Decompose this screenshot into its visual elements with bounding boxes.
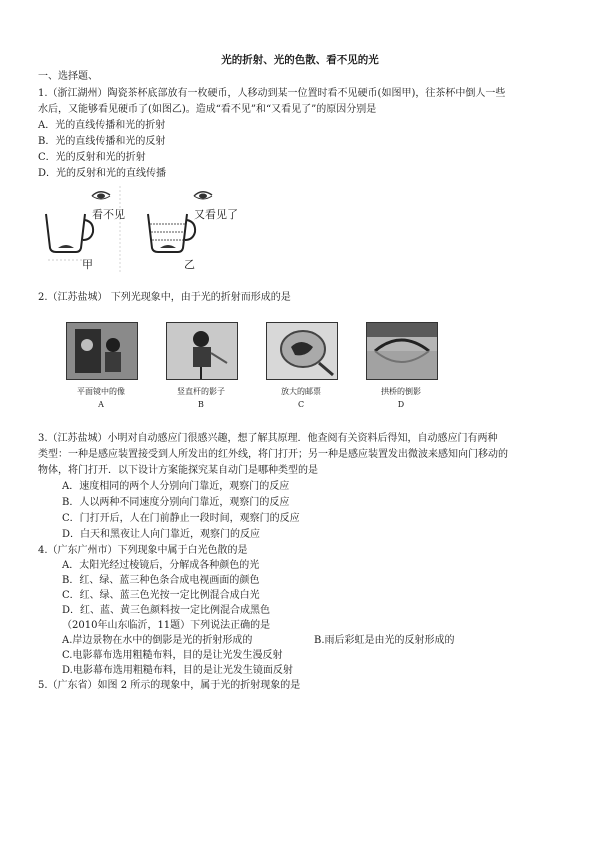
q1-stem-line1: 1.（浙江湖州）陶瓷茶杯底部放有一枚硬币，人移动到某一位置时看不见硬币(如图甲)，往茶杯中倒人一些 <box>38 88 506 99</box>
photo-rod-shadow <box>166 322 238 380</box>
page-title: 光的折射、光的色散、看不见的光 <box>221 54 379 66</box>
eye-icon-right <box>194 192 212 199</box>
letter-b: B <box>198 400 204 409</box>
q5-option-c: C.电影幕布选用粗糙布料，目的是让光发生漫反射 <box>62 650 283 661</box>
q5-option-a: A.岸边景物在水中的倒影是光的折射形成的 <box>62 635 253 646</box>
q2-photo-row <box>66 322 466 414</box>
q1-stem-line2: 水后，又能够看见硬币了(如图乙)。造成“看不见”和“又看见了”的原因分别是 <box>38 104 377 115</box>
eye-icon-left <box>92 192 110 199</box>
q3-stem-line1: 3.（江苏盐城）小明对自动感应门很感兴趣，想了解其原理．他查阅有关资料后得知，自动感应门有两种 <box>38 433 498 444</box>
q3-option-a: A．速度相同的两个人分别向门靠近，观察门的反应 <box>62 481 290 492</box>
q2-stem: 2.（江苏盐城） 下列光现象中，由于光的折射而形成的是 <box>38 292 291 303</box>
letter-a: A <box>98 400 104 409</box>
q1-label-seen-again: 又看见了 <box>194 208 238 221</box>
q4-option-b: B．红、绿、蓝三种色条合成电视画面的颜色 <box>62 575 260 586</box>
q5-option-d: D.电影幕布选用粗糙布料，目的是让光发生镜面反射 <box>62 665 293 676</box>
photo-magnified-stamp <box>266 322 338 380</box>
q1-caption-yi: 乙 <box>184 258 195 271</box>
letter-d: D <box>397 400 405 409</box>
caption-c: 放大的邮票 <box>281 387 321 396</box>
q5-option-b: B.雨后彩虹是由光的反射形成的 <box>314 635 455 646</box>
q3-option-d: D．白天和黑夜让人向门靠近，观察门的反应 <box>62 529 261 540</box>
q3-stem-line2: 类型：一种是感应装置接受到人所发出的红外线，将门打开；另一种是感应装置发出微波来感知向门移动的 <box>38 449 508 460</box>
q1-option-b: B．光的直线传播和光的反射 <box>38 136 166 147</box>
q4-option-a: A．太阳光经过棱镜后，分解成各种颜色的光 <box>62 560 260 571</box>
photo-bridge-reflection <box>366 322 438 380</box>
q6-stem: 5.（广东省）如图 2 所示的现象中，属于光的折射现象的是 <box>38 680 301 691</box>
caption-b: 竖直杆的影子 <box>177 387 225 396</box>
q1-label-unseen: 看不见 <box>92 208 125 221</box>
q5-stem: （2010年山东临沂，11题）下列说法正确的是 <box>62 620 271 631</box>
q1-option-c: C．光的反射和光的折射 <box>38 152 146 163</box>
section-heading: 一、选择题、 <box>38 71 98 82</box>
cup-right <box>148 214 195 252</box>
q4-stem: 4.（广东广州市）下列现象中属于白光色散的是 <box>38 545 248 556</box>
photo-mirror-image <box>66 322 138 380</box>
q1-caption-jia: 甲 <box>82 258 93 271</box>
q4-option-d: D．红、蓝、黄三色颜料按一定比例混合成黑色 <box>62 605 271 616</box>
cup-left <box>46 214 93 260</box>
q1-option-d: D．光的反射和光的直线传播 <box>38 168 167 179</box>
q3-stem-line3: 物体，将门打开．以下设计方案能探究某自动门是哪种类型的是 <box>38 465 318 476</box>
q1-figure <box>38 186 238 272</box>
q3-option-b: B．人以两种不同速度分别向门靠近，观察门的反应 <box>62 497 290 508</box>
caption-d: 拱桥的倒影 <box>381 387 421 396</box>
q4-option-c: C．红、绿、蓝三色光按一定比例混合成白光 <box>62 590 260 601</box>
q3-option-c: C．门打开后，人在门前静止一段时间，观察门的反应 <box>62 513 300 524</box>
letter-c: C <box>297 400 305 409</box>
caption-a: 平面镜中的像 <box>77 387 125 396</box>
q1-option-a: A．光的直线传播和光的折射 <box>38 120 166 131</box>
cups-diagram <box>38 186 228 272</box>
